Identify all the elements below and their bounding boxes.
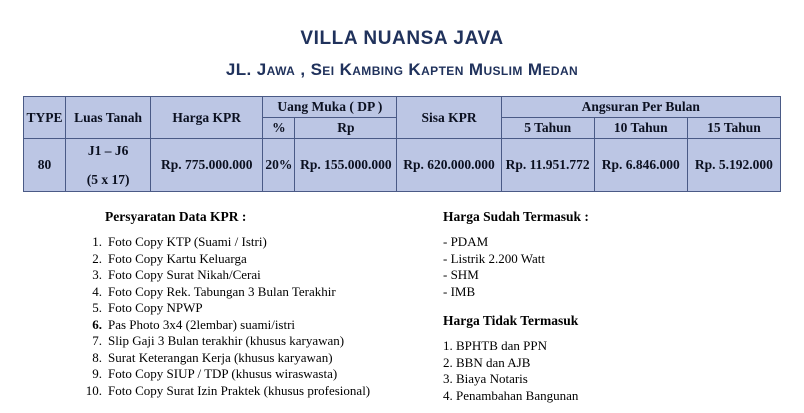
requirement-item — [78, 251, 428, 268]
col-header-harga-kpr: Harga KPR — [151, 97, 263, 139]
requirement-item-number: 8. — [92, 349, 102, 365]
excluded-item: 4. Penambahan Bangunan — [443, 387, 579, 403]
requirement-item-label: Foto Copy Surat Nikah/Cerai — [108, 267, 261, 282]
requirement-item-number: 1. — [92, 234, 102, 249]
price-notes-column — [443, 209, 773, 404]
cell-dp-rupiah: Rp. 155.000.000 — [295, 139, 397, 192]
cell-type: 80 — [24, 139, 66, 192]
requirement-item-label: Foto Copy NPWP — [108, 300, 203, 315]
requirement-item-label: Foto Copy Surat Izin Praktek (khusus profesional) — [108, 382, 371, 398]
cell-angsuran-15: Rp. 5.192.000 — [687, 139, 780, 192]
included-heading: Harga Sudah Termasuk : — [443, 209, 589, 224]
requirement-item-label: Foto Copy SIUP / TDP (khusus wiraswasta) — [108, 366, 338, 381]
requirements-list — [78, 234, 428, 399]
requirement-item-number: 5. — [92, 300, 102, 315]
cell-luas-tanah-units: J1 – J6 — [87, 143, 129, 158]
col-header-angsuran: Angsuran Per Bulan — [501, 97, 780, 118]
requirement-item — [78, 234, 428, 251]
col-header-luas-tanah: Luas Tanah — [66, 97, 151, 139]
requirement-item-number: 3. — [92, 267, 102, 282]
requirement-item — [78, 284, 428, 301]
requirement-item — [78, 300, 428, 317]
table-row — [24, 139, 781, 192]
requirement-item-label: Foto Copy Kartu Keluarga — [108, 250, 247, 266]
requirement-item — [78, 383, 428, 400]
requirement-item — [78, 350, 428, 367]
requirement-item-label: Slip Gaji 3 Bulan terakhir (khusus karyawan) — [108, 333, 345, 348]
col-header-angsuran-10: 10 Tahun — [594, 118, 687, 139]
excluded-item: 2. BBN dan AJB — [443, 354, 531, 370]
excluded-list — [443, 338, 773, 404]
col-header-angsuran-15: 15 Tahun — [687, 118, 780, 139]
excluded-heading: Harga Tidak Termasuk — [443, 313, 579, 328]
requirement-item-number: 6. — [92, 316, 102, 332]
included-item: - SHM — [443, 267, 479, 282]
cell-harga-kpr: Rp. 775.000.000 — [151, 139, 263, 192]
requirements-heading: Persyaratan Data KPR : — [105, 209, 247, 224]
document-header — [0, 28, 804, 80]
cell-sisa-kpr: Rp. 620.000.000 — [397, 139, 501, 192]
cell-luas-tanah-size: (5 x 17) — [86, 172, 130, 187]
cell-luas-tanah — [66, 139, 151, 192]
table-header-row-1 — [24, 97, 781, 118]
col-header-sisa-kpr: Sisa KPR — [397, 97, 501, 139]
col-header-angsuran-5: 5 Tahun — [501, 118, 594, 139]
included-item: - IMB — [443, 283, 476, 299]
col-header-type: TYPE — [24, 97, 66, 139]
page-subtitle: JL. Jawa , Sei Kambing Kapten Muslim Medan — [225, 60, 579, 79]
page-title: VILLA NUANSA JAVA — [300, 28, 504, 49]
requirement-item-number: 7. — [92, 333, 102, 348]
pricing-table-container — [23, 96, 781, 192]
requirement-item-label: Foto Copy Rek. Tabungan 3 Bulan Terakhir — [108, 283, 336, 299]
cell-angsuran-5: Rp. 11.951.772 — [501, 139, 594, 192]
requirement-item — [78, 366, 428, 383]
cell-angsuran-10: Rp. 6.846.000 — [594, 139, 687, 192]
requirements-column — [78, 209, 428, 399]
included-item: - PDAM — [443, 234, 489, 249]
requirement-item-number: 10. — [85, 382, 102, 398]
requirement-item — [78, 267, 428, 284]
cell-dp-percent: 20% — [263, 139, 295, 192]
requirement-item-number: 4. — [92, 283, 102, 299]
requirement-item-number: 9. — [92, 366, 102, 381]
requirement-item-number: 2. — [92, 250, 102, 266]
col-header-dp-percent: % — [263, 118, 295, 139]
excluded-item: 3. Biaya Notaris — [443, 371, 528, 386]
excluded-item: 1. BPHTB dan PPN — [443, 338, 548, 353]
requirement-item-label: Pas Photo 3x4 (2lembar) suami/istri — [108, 316, 296, 332]
notes-section — [0, 209, 804, 409]
col-header-uang-muka: Uang Muka ( DP ) — [263, 97, 397, 118]
included-item: - Listrik 2.200 Watt — [443, 250, 545, 266]
requirement-item — [78, 317, 428, 334]
pricing-table — [23, 96, 781, 192]
requirement-item-label: Foto Copy KTP (Suami / Istri) — [108, 234, 267, 249]
col-header-dp-rupiah: Rp — [295, 118, 397, 139]
requirement-item — [78, 333, 428, 350]
included-list — [443, 234, 773, 300]
requirement-item-label: Surat Keterangan Kerja (khusus karyawan) — [108, 349, 333, 365]
notes-spacer — [443, 300, 773, 313]
